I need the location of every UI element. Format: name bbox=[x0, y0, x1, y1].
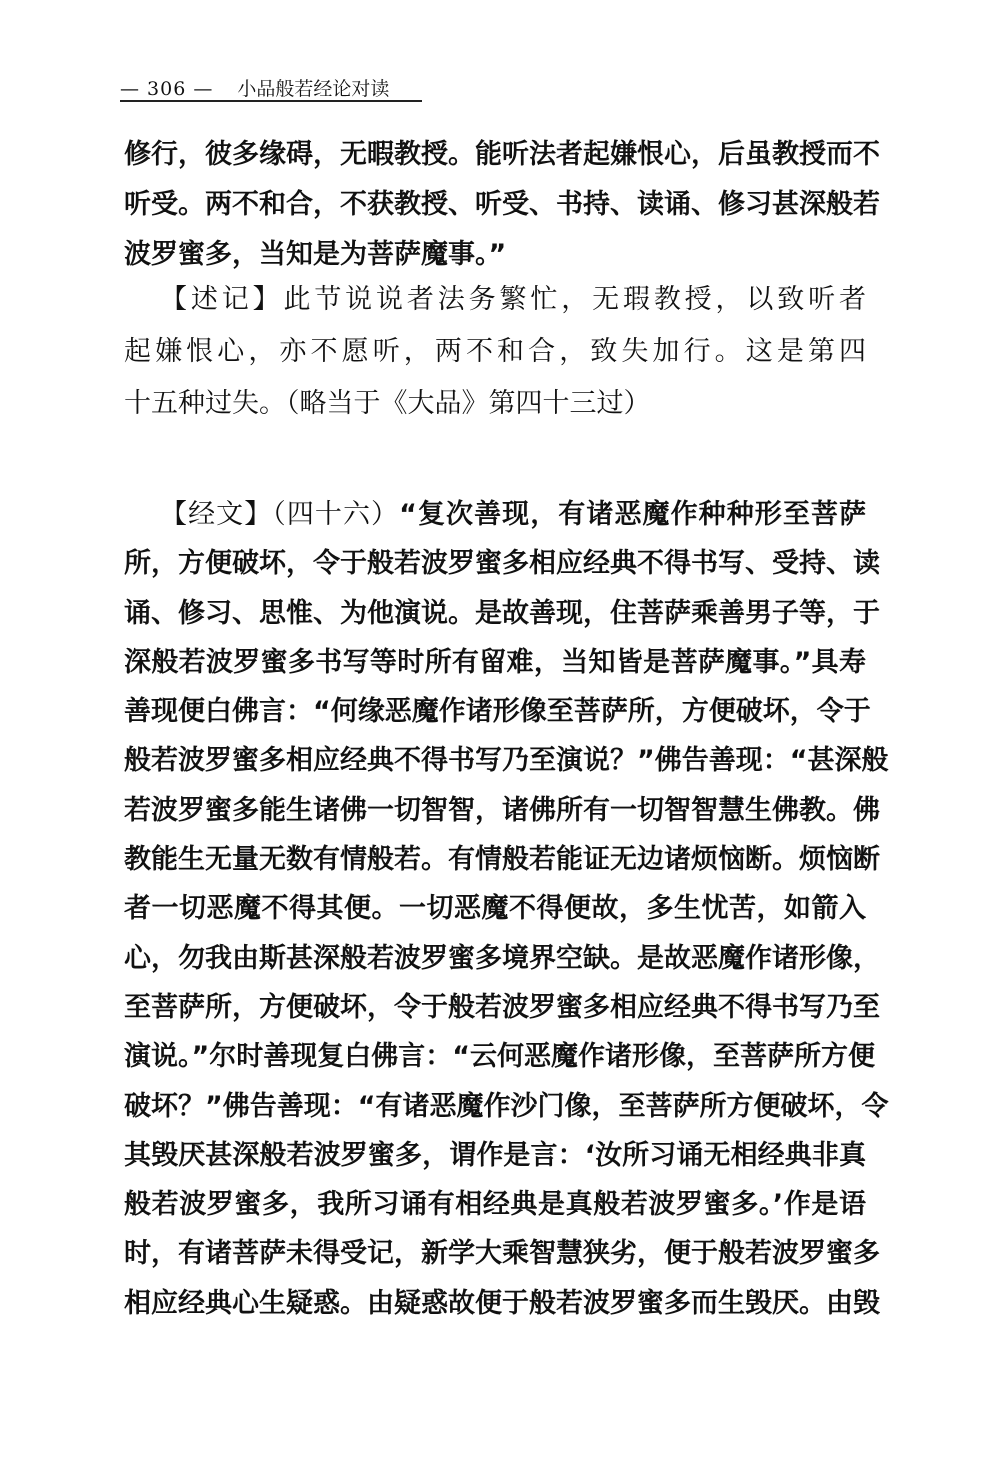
text-line bbox=[124, 1032, 875, 1081]
text-segment: 其毁厌甚深般若波罗蜜多，谓作是言：‘汝所习诵无相经典非真 bbox=[124, 1139, 866, 1171]
text-line bbox=[124, 1131, 866, 1180]
text-segment: 破坏？”佛告善现：“有诸恶魔作沙门像，至菩萨所方便破坏，令 bbox=[124, 1090, 889, 1122]
text-segment: 者一切恶魔不得其便。一切恶魔不得便故，多生忧苦，如箭入 bbox=[124, 893, 866, 925]
text-segment: 起嫌恨心，亦不愿听，两不和合，致失加行。这是第四 bbox=[124, 336, 866, 367]
text-segment: 般若波罗蜜多，我所习诵有相经典是真般若波罗蜜多。’作是语 bbox=[124, 1189, 866, 1221]
running-header bbox=[120, 74, 422, 102]
text-segment: 教能生无量无数有情般若。有情般若能证无边诸烦恼断。烦恼断 bbox=[124, 844, 880, 876]
text-line bbox=[124, 884, 866, 933]
sutra-continuation-paragraph bbox=[124, 130, 880, 280]
text-segment: 演说。”尔时善现复白佛言：“云何恶魔作诸形像，至菩萨所方便 bbox=[124, 1041, 875, 1073]
text-segment: 相应经典心生疑惑。由疑惑故便于般若波罗蜜多而生毁厌。由毁 bbox=[124, 1287, 880, 1319]
text-segment: 十五种过失。（略当于《大品》第四十三过） bbox=[124, 388, 651, 419]
page-number: — 306 — bbox=[120, 78, 214, 100]
text-line bbox=[124, 786, 880, 835]
text-segment: 时，有诸菩萨未得受记，新学大乘智慧狭劣，便于般若波罗蜜多 bbox=[124, 1238, 880, 1270]
text-segment: 至菩萨所，方便破坏，令于般若波罗蜜多相应经典不得书写乃至 bbox=[124, 991, 880, 1023]
text-line bbox=[124, 490, 866, 539]
text-segment: 波罗蜜多，当知是为菩萨魔事。” bbox=[124, 239, 507, 270]
text-segment: 若波罗蜜多能生诸佛一切智智，诸佛所有一切智智慧生佛教。佛 bbox=[124, 794, 880, 826]
text-line bbox=[124, 1229, 880, 1278]
text-segment: “复次善现，有诸恶魔作种种形至菩萨 bbox=[399, 499, 867, 530]
text-line bbox=[124, 638, 866, 687]
text-segment: 所，方便破坏，令于般若波罗蜜多相应经典不得书写、受持、读 bbox=[124, 548, 880, 580]
text-line bbox=[124, 130, 880, 180]
text-segment: 听受。两不和合，不获教授、听受、书持、读诵、修习甚深般若 bbox=[124, 189, 880, 220]
text-line bbox=[124, 539, 880, 588]
text-line bbox=[124, 379, 866, 431]
text-line bbox=[124, 983, 880, 1032]
text-segment: 深般若波罗蜜多书写等时所有留难，当知皆是菩萨魔事。”具寿 bbox=[124, 646, 866, 678]
text-segment: 诵、修习、思惟、为他演说。是故善现，住菩萨乘善男子等，于 bbox=[124, 597, 880, 629]
text-line bbox=[124, 934, 880, 983]
text-line bbox=[124, 1279, 880, 1328]
commentary-paragraph bbox=[124, 275, 866, 431]
text-line bbox=[124, 180, 880, 230]
book-title: 小品般若经论对读 bbox=[237, 78, 390, 100]
text-line bbox=[124, 589, 880, 638]
text-line bbox=[124, 736, 889, 785]
text-segment: 善现便白佛言：“何缘恶魔作诸形像至菩萨所，方便破坏，令于 bbox=[124, 696, 871, 728]
text-segment: 般若波罗蜜多相应经典不得书写乃至演说？”佛告善现：“甚深般 bbox=[124, 745, 889, 777]
text-line bbox=[124, 275, 866, 327]
text-segment: 心，勿我由斯甚深般若波罗蜜多境界空缺。是故恶魔作诸形像， bbox=[124, 942, 880, 974]
text-line bbox=[124, 327, 866, 379]
text-line bbox=[124, 230, 866, 280]
text-line bbox=[124, 1082, 889, 1131]
text-segment: 【述记】此节说说者法务繁忙，无瑕教授，以致听者 bbox=[160, 284, 866, 315]
sutra-text-paragraph bbox=[124, 490, 889, 1328]
text-line bbox=[124, 1180, 866, 1229]
text-segment: 【经文】（四十六） bbox=[160, 499, 400, 530]
text-line bbox=[124, 835, 880, 884]
text-line bbox=[124, 687, 871, 736]
text-segment: 修行，彼多缘碍，无暇教授。能听法者起嫌恨心，后虽教授而不 bbox=[124, 139, 880, 170]
